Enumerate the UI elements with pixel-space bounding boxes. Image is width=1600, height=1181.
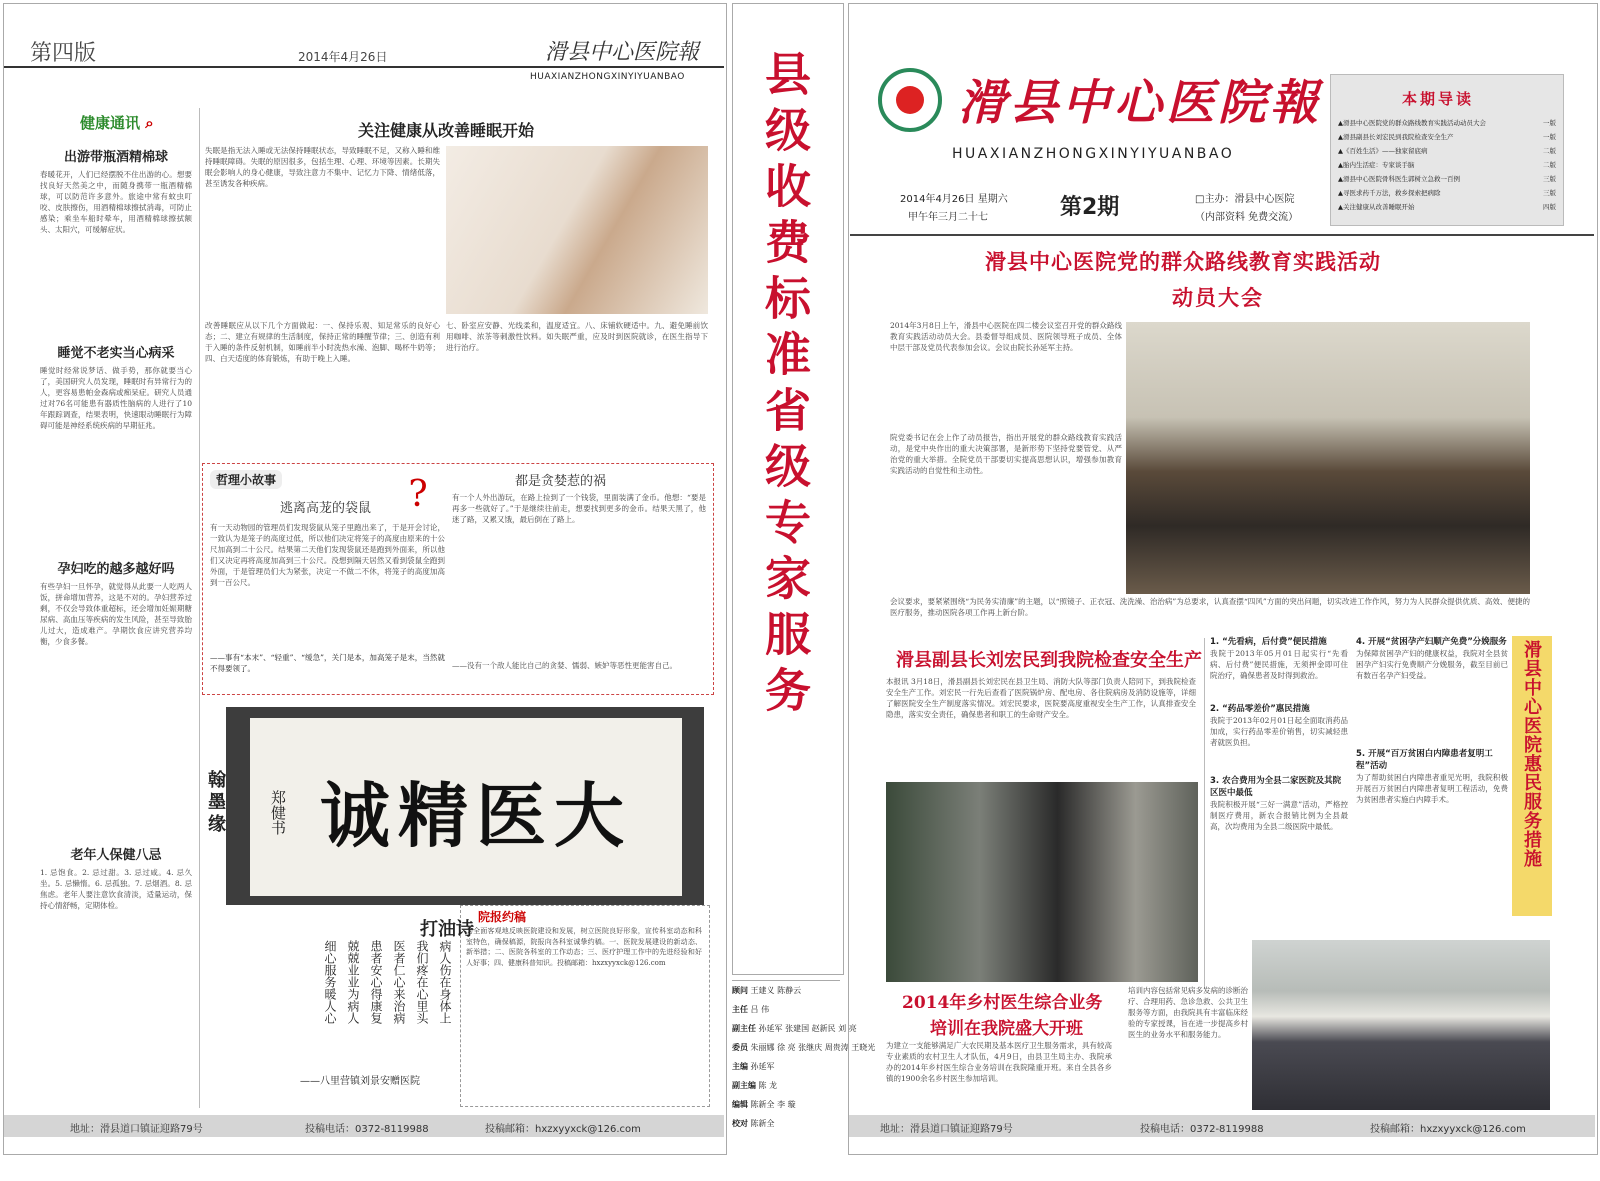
- staff-row: [732, 981, 840, 1000]
- training-p1: 为建立一支能够满足广大农民期及基本医疗卫生服务需求，具有较高专业素质的农村卫生人才队伍，4月9日，由县卫生局主办、我院承办的2014年乡村医生综合业务培训在我院隆重开班。来自全县各乡镇的1900余名乡村医生参加培训。: [886, 1041, 1112, 1083]
- logo-heart-icon: [896, 86, 924, 114]
- staff-row: [732, 1057, 840, 1076]
- safety-text: 本报讯 3月18日，滑县副县长刘宏民在县卫生局、消防大队等部门负责人陪同下，到我院检查安全生产工作。刘宏民一行先后查看了医院锅炉房、配电房、各住院病房及消防设施等，详细了解医院安全生产制度落实情况。刘宏民要求，医院要高度重视安全生产工作，认真排查安全隐患，落实安全责任，确保患者和职工的生命财产安全。: [886, 677, 1196, 719]
- staff-box: [732, 980, 876, 1139]
- measure-text: 我院于2013年02月01日起全面取消药品加成，实行药品零差价销售，切实减轻患者就医负担。: [1210, 716, 1348, 747]
- sleep-title: 关注健康从改善睡眠开始: [358, 121, 535, 140]
- staff-row: [732, 1114, 840, 1133]
- staff-names: 陈新全 李 璇: [750, 1100, 796, 1109]
- toc-list: [1338, 116, 1556, 214]
- question-figure-icon: ?: [408, 474, 428, 515]
- measure-text: 为了帮助贫困白内障患者重见光明，我院积极开展百万贫困白内障患者复明工程活动，免费为贫困患者实施白内障手术。: [1356, 773, 1508, 804]
- safety-title: 滑县副县长刘宏民到我院检查安全生产: [896, 650, 1202, 671]
- poem-line: 细心服务暖人心: [323, 940, 337, 1024]
- poem-line: 医者仁心来治病: [392, 940, 406, 1024]
- edition-label: 第四版: [30, 41, 97, 66]
- toc-item[interactable]: [1338, 186, 1556, 200]
- toc-item-page: 一版: [1543, 119, 1556, 127]
- issue-date: 2014年4月26日 星期六: [900, 194, 1008, 205]
- calligraphy-label: 翰墨缘: [205, 770, 226, 836]
- sleeping-woman-photo: [446, 146, 708, 314]
- measure-heading: 3. 农合费用为全县二家医院及其院区医中最低: [1210, 776, 1342, 798]
- left-footer-addr: 地址：滑县道口镇证迎路79号: [70, 1124, 203, 1135]
- training-title-2: 培训在我院盛大开班: [930, 1019, 1083, 1039]
- toc-item[interactable]: [1338, 158, 1556, 172]
- col1-h4: 老年人保健八忌: [70, 848, 162, 863]
- calligraphy-text: 大医精诚: [320, 774, 632, 857]
- measures-col2: [1356, 636, 1508, 936]
- measures-side-title: 滑县中心医院惠民服务措施: [1521, 640, 1542, 868]
- toc-item-title: ▲寻医求药千万法，救乡探索把病除: [1338, 189, 1441, 197]
- toc-item[interactable]: [1338, 172, 1556, 186]
- toc-item-page: 三版: [1543, 175, 1556, 183]
- staff-role: 委员: [732, 1042, 748, 1052]
- staff-names: 王建义 陈静云: [750, 986, 802, 995]
- col1-p4: 1. 忌饱食。2. 忌过甜。3. 忌过咸。4. 忌久坐。5. 忌懒惰。6. 忌孤独。7. 忌烟酒。8. 忌焦虑。老年人要注意饮食清淡，适量运动，保持心情舒畅，定期体检。: [40, 868, 192, 910]
- toc-item[interactable]: [1338, 130, 1556, 144]
- hospital-logo-icon: [878, 68, 942, 132]
- right-footer-addr: 地址：滑县道口镇证迎路79号: [880, 1124, 1013, 1135]
- middle-banner: 县级收费标准省级专家服务: [758, 50, 812, 722]
- staff-row: [732, 1076, 840, 1095]
- masthead-title: 滑县中心医院報: [958, 75, 1323, 131]
- lead-title-2: 动员大会: [1172, 285, 1264, 310]
- col1: [40, 140, 192, 1100]
- toc-item-page: 四版: [1543, 203, 1556, 211]
- measure-heading: 1. “先看病，后付费”便民措施: [1210, 637, 1327, 647]
- sleep-p3: 七、卧室应安静、光线柔和，温度适宜。八、床铺软硬适中。九、避免睡前饮用咖啡、浓茶等刺激性饮料。如失眠严重，应及时到医院就诊，在医生指导下进行治疗。: [446, 321, 708, 352]
- issue-lunar: 甲午年三月二十七: [908, 212, 988, 223]
- left-masthead-pinyin: HUAXIANZHONGXINYIYUANBAO: [530, 72, 685, 82]
- toc-item[interactable]: [1338, 116, 1556, 130]
- measure-text: 为保障贫困孕产妇的健康权益，我院对全县贫困孕产妇实行免费顺产分娩服务，截至目前已有数百名孕产妇受益。: [1356, 649, 1508, 680]
- staff-names: 陈 龙: [758, 1081, 778, 1090]
- toc-item-title: ▲滑县中心医院骨科医生郭树立急救一百例: [1338, 175, 1460, 183]
- staff-names: 孙延军 张建国 赵新民 刘 亮: [758, 1024, 857, 1033]
- inspection-photo: [886, 782, 1198, 982]
- lead-p2: 院党委书记在会上作了动员报告，指出开展党的群众路线教育实践活动，是党中央作出的重大决策部署，是新形势下坚持党要管党、从严治党的重大举措。全院党员干部要切实提高思想认识，增强参加教育实践活动的自觉性和主动性。: [890, 433, 1122, 475]
- toc-item-page: 三版: [1543, 189, 1556, 197]
- col1-h1: 出游带瓶酒精棉球: [63, 150, 168, 165]
- story-label: 哲理小故事: [210, 470, 282, 489]
- internal-note: （内部资料 免费交流）: [1195, 212, 1299, 223]
- training-p2: 培训内容包括常见病多发病的诊断治疗、合理用药、急诊急救、公共卫生服务等方面，由我院具有丰富临床经验的专家授课，旨在进一步提高乡村医生的业务水平和服务能力。: [1128, 986, 1248, 1039]
- story-title2: 都是贪婪惹的祸: [515, 474, 607, 489]
- magnifier-icon: ⌕: [145, 114, 154, 132]
- measure-heading: 2. “药品零差价”惠民措施: [1210, 704, 1310, 714]
- col1-h3: 孕妇吃的越多越好吗: [57, 562, 175, 577]
- health-column-label-text: 健康通讯: [80, 114, 141, 132]
- col1-p3: 有些孕妇一旦怀孕，就觉得从此要一人吃两人饭，拼命增加营养，这是不对的。孕妇营养过剩，不仅会导致体重超标，还会增加妊娠期糖尿病、高血压等疾病的发生风险，甚至导致胎儿过大，造成难产。孕期饮食应讲究营养均衡，少食多餐。: [40, 582, 192, 646]
- col1-p1: 春暖花开，人们已经摆脱不住出游的心。想要找良好天然美之中，而随身携带一瓶酒精棉球，可以防范许多意外。旅途中常有蚊虫叮咬、皮肤擦伤，用酒精棉球擦拭消毒，可防止感染；乘坐车船时晕车，用酒精棉球擦拭额头、太阳穴，可缓解症状。: [40, 170, 192, 234]
- poem-lines: [232, 940, 454, 1050]
- toc-item-title: ▲胎内生活症：专家谈手脑: [1338, 161, 1415, 169]
- sleep-p1: 失眠是指无法入睡或无法保持睡眠状态，导致睡眠不足，又称入睡和维持睡眠障碍。失眠的原因很多，包括生理、心理、环境等因素。长期失眠会影响人的身心健康，导致注意力不集中、记忆力下降、情绪低落，甚至诱发各种疾病。: [205, 146, 440, 188]
- staff-role: 编辑: [732, 1099, 748, 1109]
- col1-divider: [199, 108, 200, 1108]
- toc-item[interactable]: [1338, 200, 1556, 214]
- call-text: 为全面客观地反映医院建设和发展，树立医院良好形象，宣传科室动态和科室特色，确保稿源，院报向各科室诚挚约稿。一、医院发展建设的新动态、新举措；二、医院各科室的工作动态；三、医疗护理工作中的先进经验和好人好事；四、健康科普知识。投稿邮箱：hxzxyyxck@126.com: [466, 927, 702, 967]
- left-masthead: 滑县中心医院報: [545, 40, 700, 65]
- staff-row: [732, 1095, 840, 1114]
- staff-names: 吕 伟: [750, 1005, 770, 1014]
- toc-item-title: ▲滑县副县长刘宏民到我院检查安全生产: [1338, 133, 1454, 141]
- training-photo: [1252, 940, 1550, 1110]
- toc-item-title: ▲关注健康从改善睡眠开始: [1338, 203, 1415, 211]
- story-p1: 有一天动物园的管理员们发现袋鼠从笼子里跑出来了，于是开会讨论，一致认为是笼子的高度过低，所以他们决定将笼子的高度由原来的十公尺加高到二十公尺。结果第二天他们发现袋鼠还是跑到外面来，所以他们又决定再将高度加高到三十公尺。没想到隔天居然又看到袋鼠全跑到外面，于是管理员们大为紧张，决定一不做二不休，将笼子的高度加高到一百公尺。: [210, 523, 445, 587]
- poem-line: 兢兢业业为病人: [346, 940, 360, 1024]
- call-title: 院报约稿: [478, 910, 527, 924]
- staff-role: 副主任: [732, 1023, 756, 1033]
- measures-col1: [1210, 636, 1348, 936]
- toc-item[interactable]: [1338, 144, 1556, 158]
- staff-names: 陈新全: [750, 1119, 775, 1128]
- left-footer-mail: 投稿邮箱：hxzxyyxck@126.com: [485, 1124, 641, 1135]
- toc-item-title: ▲《百姓生活》——独家留底病: [1338, 147, 1428, 155]
- lead-title-1: 滑县中心医院党的群众路线教育实践活动: [985, 249, 1381, 274]
- staff-role: 主任: [732, 1004, 748, 1014]
- health-column-label: [80, 112, 154, 133]
- story-p1b: ——事有“本末”、“轻重”、“缓急”，关门是本，加高笼子是末，当然就不得要领了。: [210, 653, 445, 673]
- staff-role: 校对: [732, 1118, 748, 1128]
- toc-title: 本期导读: [1402, 90, 1475, 108]
- staff-role: 副主编: [732, 1080, 756, 1090]
- right-footer-mail: 投稿邮箱：hxzxyyxck@126.com: [1370, 1124, 1526, 1135]
- toc-item-page: 二版: [1543, 161, 1556, 169]
- staff-names: 朱丽娜 徐 亮 张继庆 周贵涛 王晓光: [750, 1043, 876, 1052]
- toc-item-page: 二版: [1543, 147, 1556, 155]
- staff-names: 孙延军: [750, 1062, 775, 1071]
- calligraphy-sign: 郑健书: [269, 790, 287, 835]
- poem-footer: ——八里营镇刘景安赠医院: [300, 1076, 420, 1087]
- staff-row: [732, 1038, 876, 1057]
- toc-item-page: 一版: [1543, 133, 1556, 141]
- measures-divider: [1204, 638, 1205, 988]
- poem-line: 我们疼在心里头: [415, 940, 429, 1024]
- poem-line: 患者安心得康复: [369, 940, 383, 1024]
- staff-role: 顾问: [732, 985, 748, 995]
- measure-heading: 4. 开展“贫困孕产妇顺产免费”分娩服务: [1356, 637, 1507, 647]
- story-p2: 有一个人外出游玩，在路上捡到了一个钱袋，里面装满了金币。他想：“要是再多一些就好了。”于是继续往前走，想要找到更多的金币。结果天黑了，他迷了路，又累又饿，最后倒在了路上。: [452, 493, 706, 524]
- left-footer-tel: 投稿电话：0372-8119988: [305, 1124, 429, 1135]
- meeting-photo: [1126, 322, 1530, 594]
- story-p2b: ——没有一个敌人能比自己的贪婪、懦弱、嫉妒等恶性更能害自己。: [452, 661, 677, 670]
- masthead-divider: [850, 234, 1594, 236]
- training-title-1: 2014年乡村医生综合业务: [902, 993, 1103, 1013]
- col1-h2: 睡觉不老实当心病采: [57, 346, 175, 361]
- staff-role: 主编: [732, 1061, 748, 1071]
- col1-p2: 睡觉时经常说梦话、做手势，那你就要当心了，美国研究人员发现，睡眠时有异常行为的人，更容易患帕金森病或痴呆症。研究人员通过对76名可能患有器质性脑病的人进行了10年跟踪调查，结果表明，快速眼动睡眠行为障碍可能是神经系统疾病的早期征兆。: [40, 366, 192, 430]
- issue-number: 第2期: [1060, 195, 1120, 220]
- sponsor: □主办：滑县中心医院: [1195, 194, 1295, 205]
- measure-text: 我院积极开展“三好一满意”活动，严格控制医疗费用，新农合报销比例为全县最高，次均费用为全县二级医院中最低。: [1210, 800, 1348, 831]
- right-footer-tel: 投稿电话：0372-8119988: [1140, 1124, 1264, 1135]
- staff-row: [732, 1000, 840, 1019]
- toc-item-title: ▲滑县中心医院党的群众路线教育实践活动动员大会: [1338, 119, 1486, 127]
- sleep-p2: 改善睡眠应从以下几个方面做起：一、保持乐观、知足常乐的良好心态；二、建立有规律的生活制度，保持正常的睡醒节律；三、创造有利于入睡的条件反射机制，如睡前半小时洗热水澡、泡脚、喝杯牛奶等；四、白天适度的体育锻炼，有助于晚上入睡。: [205, 321, 440, 363]
- lead-p1: 2014年3月8日上午，滑县中心医院在四二楼会议室召开党的群众路线教育实践活动动员大会。县委督导组成员、医院领导班子成员、全体中层干部及党员代表参加会议。会议由院长孙延军主持。: [890, 321, 1122, 352]
- masthead-pinyin: HUAXIANZHONGXINYIYUANBAO: [952, 146, 1235, 162]
- measure-heading: 5. 开展“百万贫困白内障患者复明工程”活动: [1356, 749, 1493, 771]
- story-title1: 逃离高茏的袋鼠: [280, 501, 372, 516]
- staff-row: [732, 1019, 857, 1038]
- poem-title: 打油诗: [420, 919, 474, 940]
- measure-text: 我院于2013年05月01日起实行“先看病、后付费”便民措施，无须押金即可住院治疗，确保患者及时得到救治。: [1210, 649, 1348, 680]
- poem-line: 病人伤在身体上: [438, 940, 452, 1024]
- left-date: 2014年4月26日: [298, 50, 388, 64]
- lead-p3: 会议要求，要紧紧围绕“为民务实清廉”的主题，以“照镜子、正衣冠、洗洗澡、治治病”为总要求，认真查摆“四风”方面的突出问题，切实改进工作作风，努力为人民群众提供优质、高效、便捷的医疗服务，推动医院各项工作再上新台阶。: [890, 597, 1530, 617]
